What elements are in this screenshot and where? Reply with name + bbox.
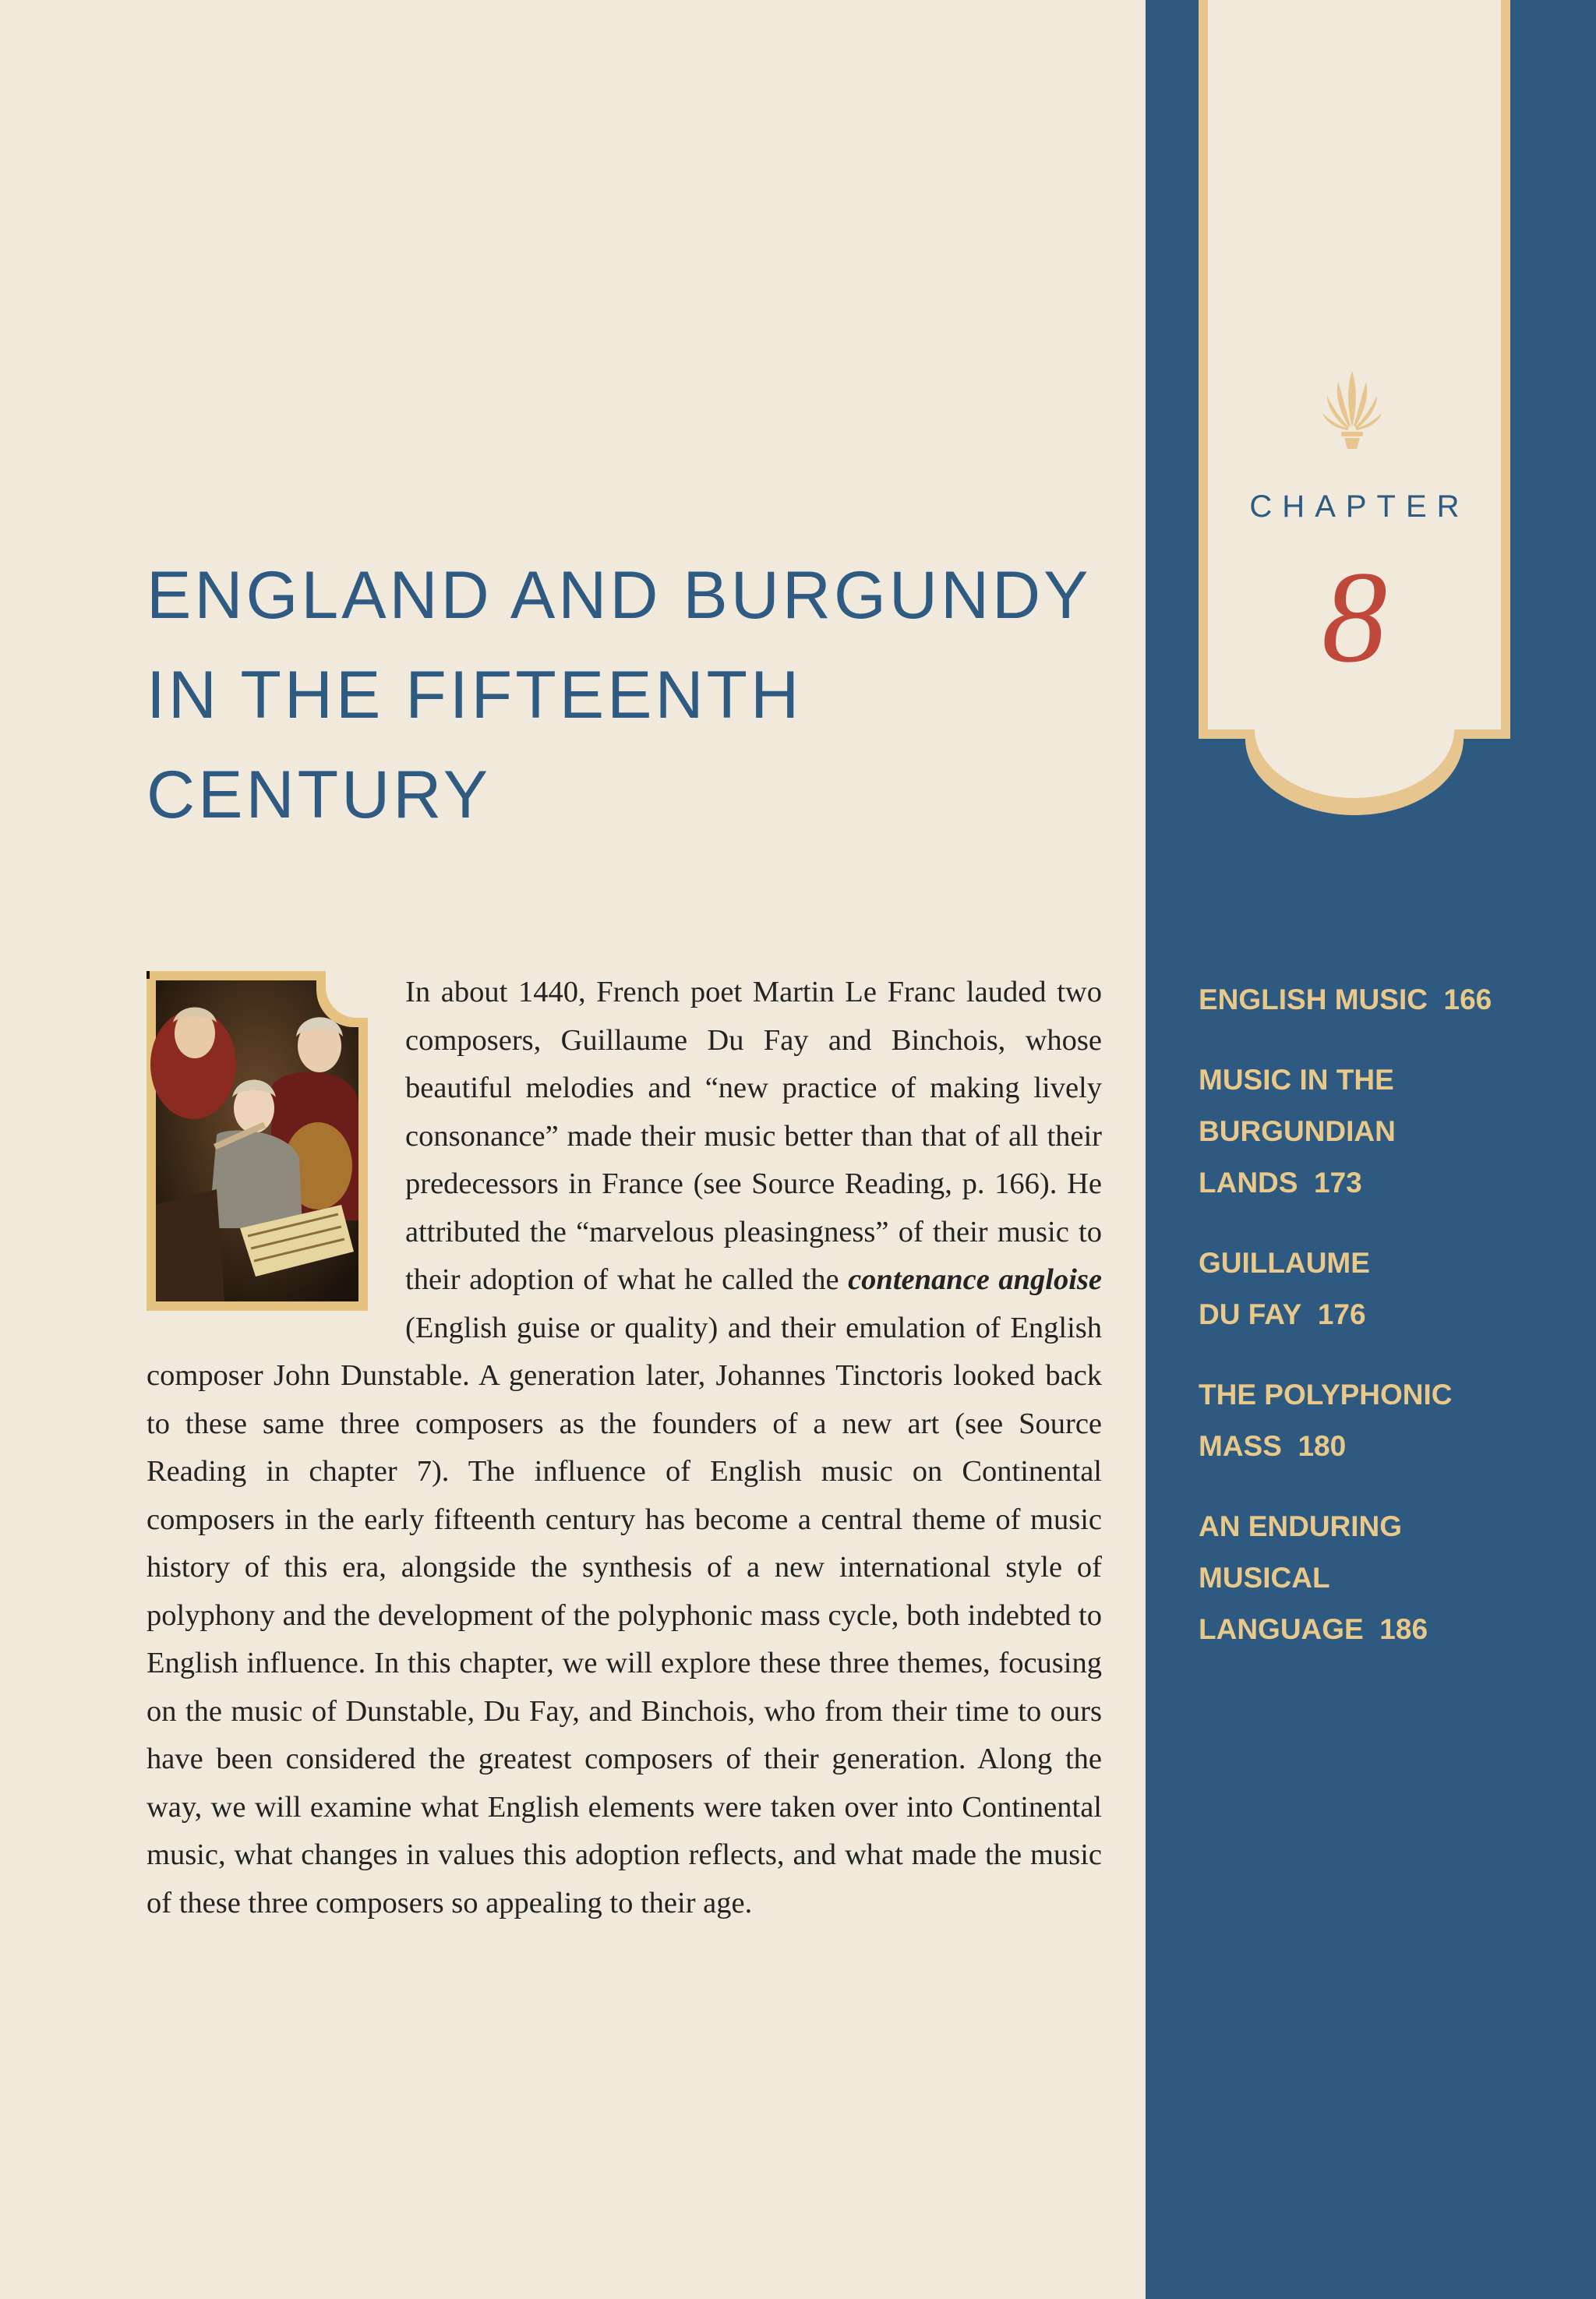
toc-item-english-music[interactable]	[1199, 974, 1557, 1026]
toc-item-enduring-language[interactable]	[1199, 1501, 1557, 1655]
body-paragraph	[147, 969, 1102, 1927]
toc-item-page: 173	[1314, 1167, 1362, 1199]
toc-item-burgundian-lands[interactable]	[1199, 1054, 1557, 1209]
chapter-title-line-1: ENGLAND AND BURGUNDY	[147, 558, 1092, 633]
toc-item-page: 176	[1317, 1298, 1366, 1330]
chapter-title	[147, 546, 1128, 845]
toc-item-label: GUILLAUME DU FAY	[1199, 1247, 1370, 1330]
chapter-title-line-3: CENTURY	[147, 758, 492, 832]
toc-item-page: 166	[1443, 984, 1492, 1015]
toc-item-polyphonic-mass[interactable]	[1199, 1369, 1557, 1472]
chapter-title-line-2: IN THE FIFTEENTH	[147, 658, 803, 733]
chapter-contents-list	[1199, 974, 1557, 1684]
toc-item-du-fay[interactable]	[1199, 1238, 1557, 1340]
body-text-part-2: (English guise or quality) and their emulation of English composer John Dunstable. A generation later, Johannes Tinctoris looked back to these same three composers as the founders of a new art (see Source Reading in chapter 7). The influence of English music on Continental composers in the early fifteenth century has become a central theme of music history of this era, alongside the synthesis of a new international style of polyphony and the development of the polyphonic mass cycle, both indebted to English influence. In this chapter, we will explore these three themes, focusing on the music of Dunstable, Du Fay, and Binchois, who from their time to ours have been considered the greatest composers of their generation. Along the way, we will examine what English elements were taken over into Continental music, what changes in values this adoption reflects, and what made the music of these three composers so appealing to their age.	[147, 1311, 1102, 1919]
initial-image-spacer	[147, 969, 405, 1352]
chapter-label: CHAPTER	[1249, 489, 1470, 524]
toc-item-page: 180	[1298, 1430, 1347, 1462]
toc-item-label: AN ENDURING MUSICAL LANGUAGE	[1199, 1510, 1403, 1645]
toc-item-page: 186	[1379, 1613, 1428, 1645]
toc-item-label: ENGLISH MUSIC	[1199, 984, 1428, 1015]
chapter-number: 8	[1322, 545, 1387, 690]
toc-item-label: THE POLYPHONIC MASS	[1199, 1379, 1453, 1462]
body-text-emphasis: contenance angloise	[848, 1263, 1102, 1296]
fleuron-icon	[1321, 368, 1383, 454]
toc-item-label: MUSIC IN THE BURGUNDIAN LANDS	[1199, 1064, 1396, 1199]
body-text-part-1: In about 1440, French poet Martin Le Franc lauded two composers, Guillaume Du Fay and Binchois, whose beautiful melodies and “new practice of making lively consonance” made their music better than that of all their predecessors in France (see Source Reading, p. 166). He attributed the “marvelous pleasingness” of their music to their adoption of what he called the	[405, 976, 1102, 1296]
